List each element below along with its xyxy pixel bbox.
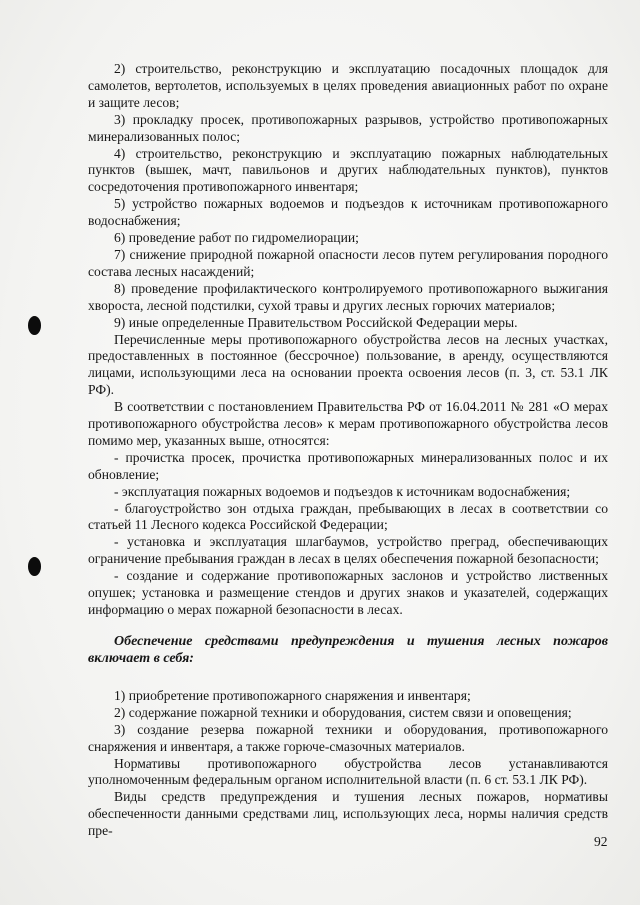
page-number: 92 — [594, 834, 608, 849]
paragraph: Нормативы противопожарного обустройства лесов устанавливаются уполномоченным федеральным органом исполнительной власти (п. 6 ст. 53.1 ЛК РФ). — [88, 755, 608, 788]
list-item: - прочистка просек, прочистка противопожарных минерализованных полос и их обновление; — [88, 449, 608, 482]
list-item: 5) устройство пожарных водоемов и подъездов к источникам противопожарного водоснабжения; — [88, 196, 608, 229]
list-item: - создание и содержание противопожарных заслонов и устройство лиственных опушек; установка и размещение стендов и других знаков и указателей, содержащих информацию о мерах пожарной безопасности в лесах. — [88, 568, 608, 617]
list-item: 7) снижение природной пожарной опасности лесов путем регулирования породного состава лесных насаждений; — [88, 246, 608, 279]
punch-hole — [28, 557, 41, 576]
list-item: - благоустройство зон отдыха граждан, пребывающих в лесах в соответствии со статьей 11 Лесного кодекса Российской Федерации; — [88, 500, 608, 533]
list-item: 8) проведение профилактического контролируемого противопожарного выжигания хвороста, лесной подстилки, сухой травы и других лесных горючих материалов; — [88, 280, 608, 313]
paragraph: Перечисленные меры противопожарного обустройства лесов на лесных участках, предоставленных в постоянное (бессрочное) пользование, в аренду, осуществляются лицами, использующими леса на основании проекта освоения лесов (п. 3, ст. 53.1 ЛК РФ). — [88, 331, 608, 398]
list-item: 6) проведение работ по гидромелиорации; — [114, 230, 359, 246]
list-item: 3) прокладку просек, противопожарных разрывов, устройство противопожарных минерализованных полос; — [88, 111, 608, 144]
punch-hole — [28, 316, 41, 335]
paragraph: Виды средств предупреждения и тушения лесных пожаров, нормативы обеспеченности данными средствами лиц, использующих леса, нормы наличия средств пре- — [88, 789, 608, 839]
list-item: 2) содержание пожарной техники и оборудования, систем связи и оповещения; — [114, 704, 572, 720]
page-body — [88, 61, 608, 840]
list-item: - установка и эксплуатация шлагбаумов, устройство преград, обеспечивающих ограничение пребывания граждан в лесах в целях обеспечения пожарной безопасности; — [88, 534, 608, 567]
list-item: 3) создание резерва пожарной техники и оборудования, противопожарного снаряжения и инвентаря, а также горюче-смазочных материалов. — [88, 721, 608, 754]
list-item: 4) строительство, реконструкцию и эксплуатацию пожарных наблюдательных пунктов (вышек, мачт, павильонов и других наблюдательных пунктов), пунктов сосредоточения противопожарного инвентаря; — [88, 145, 608, 195]
list-item: 2) строительство, реконструкцию и эксплуатацию посадочных площадок для самолетов, вертолетов, используемых в целях проведения авиационных работ по охране и защите лесов; — [88, 61, 608, 110]
paragraph: В соответствии с постановлением Правительства РФ от 16.04.2011 № 281 «О мерах противопожарного обустройства лесов» к мерам противопожарного обустройства лесов помимо мер, указанных выше, относятся: — [88, 399, 608, 448]
list-item: 1) приобретение противопожарного снаряжения и инвентаря; — [114, 687, 471, 703]
list-item: - эксплуатация пожарных водоемов и подъездов к источникам водоснабжения; — [114, 483, 571, 499]
section-heading: Обеспечение средствами предупреждения и тушения лесных пожаров включает в себя: — [88, 633, 608, 667]
list-item: 9) иные определенные Правительством Российской Федерации меры. — [114, 314, 518, 330]
